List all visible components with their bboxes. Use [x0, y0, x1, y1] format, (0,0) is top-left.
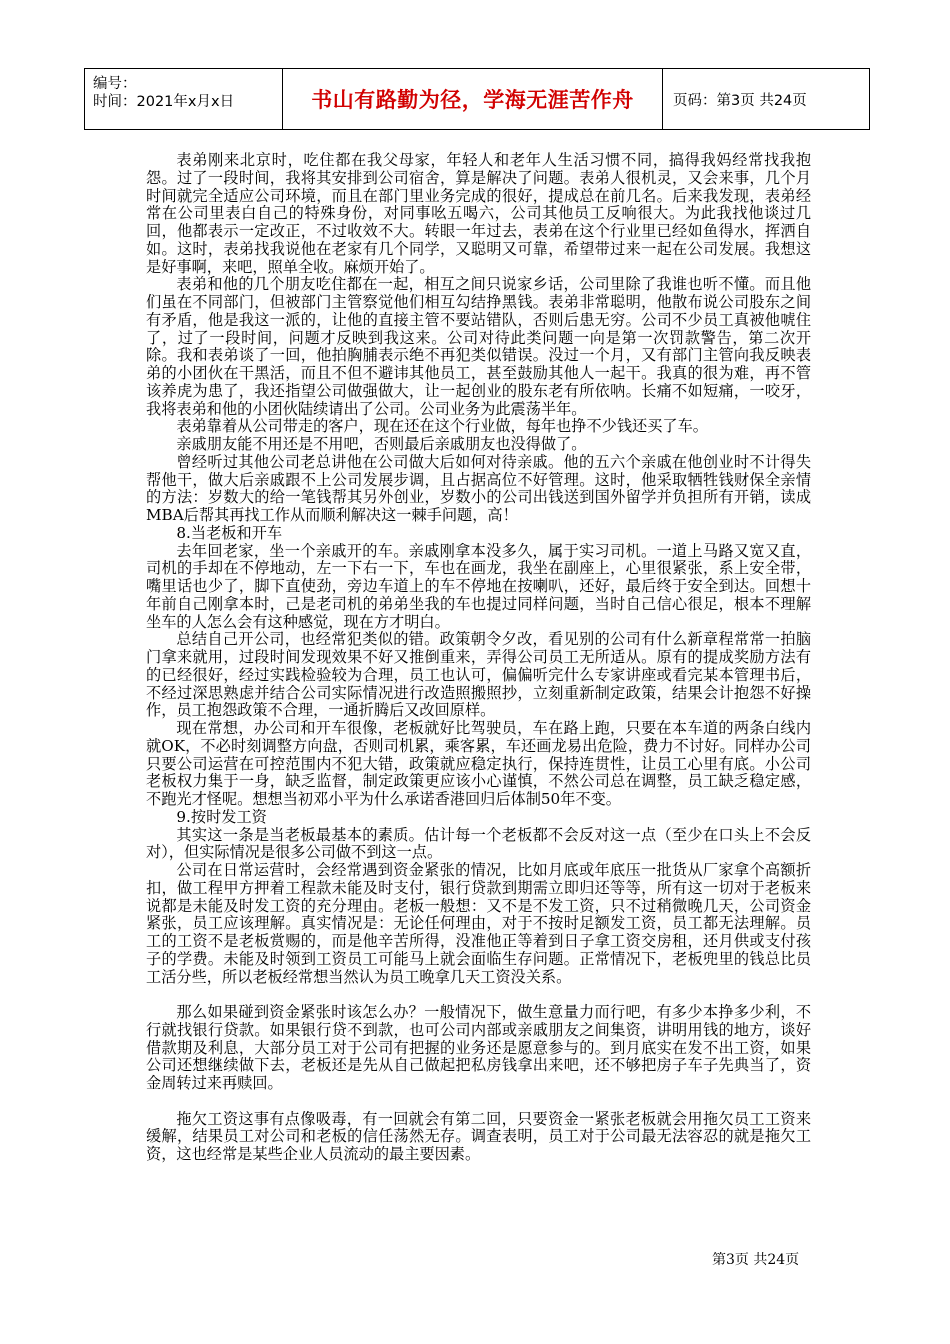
paragraph: 拖欠工资这事有点像吸毒，有一回就会有第二回，只要资金一紧张老板就会用拖欠员工工资来缓解，结果员工对公司和老板的信任荡然无存。调查表明，员工对于公司最无法容忍的就是拖欠工资，这也经常是某些企业人员流动的最主要因素。: [146, 1109, 811, 1163]
paragraph: 现在常想，办公司和开车很像，老板就好比驾驶员，车在路上跑，只要在本车道的两条白线内就OK，不必时刻调整方向盘，否则司机累，乘客累，车还画龙易出危险，费力不讨好。同样办公司只要公司运营在可控范围内不犯大错，政策就应稳定执行，保持连贯性，让员工心里有底。小公司老板权力集于一身，缺乏监督，制定政策更应该小心谨慎，不然公司总在调整，员工缺乏稳定感，不跑光才怪呢。想想当初邓小平为什么承诺香港回归后体制50年不变。: [146, 719, 811, 808]
header-slogan: 书山有路勤为径，学海无涯苦作舟: [283, 69, 663, 129]
paragraph: 表弟靠着从公司带走的客户，现在还在这个行业做，每年也挣不少钱还买了车。: [176, 417, 708, 436]
header-meta-cell: [85, 69, 283, 129]
paragraph: 表弟刚来北京时，吃住都在我父母家，年轻人和老年人生活习惯不同，搞得我妈经常找我抱怨。过了一段时间，我将其安排到公司宿舍，算是解决了问题。表弟人很机灵，又会来事，几个月时间就完全适应公司环境，而且在部门里业务完成的很好，提成总在前几名。后来我发现，表弟经常在公司里表白自己的特殊身份，对同事吆五喝六，公司其他员工反响很大。为此我找他谈过几回，他都表示一定改正，不过收效不大。转眼一年过去，表弟在这个行业里已经如鱼得水，挥洒自如。这时，表弟找我说他在老家有几个同学，又聪明又可靠，希望带过来一起在公司发展。我想这是好事啊，来吧，照单全收。麻烦开始了。: [146, 151, 811, 276]
header-table: [84, 68, 870, 130]
paragraph: 表弟和他的几个朋友吃住都在一起，相互之间只说家乡话，公司里除了我谁也听不懂。而且他们虽在不同部门，但被部门主管察觉他们相互勾结挣黑钱。表弟非常聪明，他散布说公司股东之间有矛盾，他是我这一派的，让他的直接主管不要站错队，否则后患无穷。公司不少员工真被他唬住了，过了一段时间，问题才反映到我这来。公司对待此类问题一向是第一次罚款警告，第二次开除。我和表弟谈了一回，他拍胸脯表示绝不再犯类似错误。没过一个月，又有部门主管向我反映表弟的小团伙在干黑活，而且不但不避讳其他员工，甚至鼓励其他人一起干。我真的很为难，再不管该养虎为患了，我还指望公司做强做大，让一起创业的股东老有所依呐。长痛不如短痛，一咬牙，我将表弟和他的小团伙陆续请出了公司。公司业务为此震荡半年。: [146, 275, 811, 418]
paragraph: 那么如果碰到资金紧张时该怎么办？一般情况下，做生意量力而行吧，有多少本挣多少利，不行就找银行贷款。如果银行贷不到款，也可公司内部或亲戚朋友之间集资，讲明用钱的地方，谈好借款期及利息，大部分员工对于公司有把握的业务还是愿意参与的。到月底实在发不出工资，如果公司还想继续做下去，老板还是先从自己做起把私房钱拿出来吧，还不够把房子车子先典当了，资金周转过来再赎回。: [146, 1003, 811, 1092]
paragraph: 总结自己开公司，也经常犯类似的错。政策朝令夕改，看见别的公司有什么新章程常常一拍脑门拿来就用，过段时间发现效果不好又推倒重来，弄得公司员工无所适从。原有的提成奖励方法有的已经很好，经过实践检验较为合理，员工也认可，偏偏听完什么专家讲座或看完某本管理书后，不经过深思熟虑并结合公司实际情况进行改造照搬照抄，立刻重新制定政策，结果会计抱怨不好操作，员工抱怨政策不合理，一通折腾后又改回原样。: [146, 630, 811, 720]
section-heading: 9.按时发工资: [176, 807, 267, 826]
paragraph: 其实这一条是当老板最基本的素质。估计每一个老板都不会反对这一点（至少在口头上不会反对），但实际情况是很多公司做不到这一点。: [146, 825, 811, 862]
document-date-label: 时间：2021年x月x日: [93, 94, 235, 110]
document-body: [146, 152, 811, 1164]
footer-page-number: 第3页 共24页: [712, 1252, 800, 1268]
section-heading: 8.当老板和开车: [176, 523, 283, 542]
paragraph: 公司在日常运营时，会经常遇到资金紧张的情况，比如月底或年底压一批货从厂家拿个高额折扣，做工程甲方押着工程款未能及时支付，银行贷款到期需立即归还等等，所有这一切对于老板来说都是未能及时发工资的充分理由。老板一般想：又不是不发工资，只不过稍微晚几天，公司资金紧张，员工应该理解。真实情况是：无论任何理由，对于不按时足额发工资，员工都无法理解。员工的工资不是老板赏赐的，而是他辛苦所得，没准他正等着到日子拿工资交房租，还月供或支付孩子的学费。未能及时领到工资员工可能马上就会面临生存问题。正常情况下，老板兜里的钱总比员工活分些，所以老板经常想当然认为员工晚拿几天工资没关系。: [146, 861, 811, 986]
paragraph: 去年回老家，坐一个亲戚开的车。亲戚刚拿本没多久，属于实习司机。一道上马路又宽又直，司机的手却在不停地动，左一下右一下，车也在画龙，我坐在副座上，心里很紧张，系上安全带，嘴里话也少了，脚下直使劲，旁边车道上的车不停地在按喇叭，还好，最后终于安全到达。回想十年前自己刚拿本时，己是老司机的弟弟坐我的车也提过同样问题，当时自己信心很足，根本不理解坐车的人怎么会有这种感觉，现在方才明白。: [146, 541, 811, 631]
document-number-label: 编号：: [93, 76, 137, 92]
header-page-number: 页码：第3页 共24页: [673, 92, 807, 109]
paragraph: 曾经听过其他公司老总讲他在公司做大后如何对待亲戚。他的五六个亲戚在他创业时不计得失帮他干，做大后亲戚跟不上公司发展步调，且占据高位不好管理。这时，他采取牺牲钱财保全亲情的方法：岁数大的给一笔钱帮其另外创业，岁数小的公司出钱送到国外留学并负担所有开销，读成MBA后帮其再找工作从而顺利解决这一棘手问题，高！: [146, 452, 811, 524]
paragraph: 亲戚朋友能不用还是不用吧，否则最后亲戚朋友也没得做了。: [176, 435, 587, 453]
